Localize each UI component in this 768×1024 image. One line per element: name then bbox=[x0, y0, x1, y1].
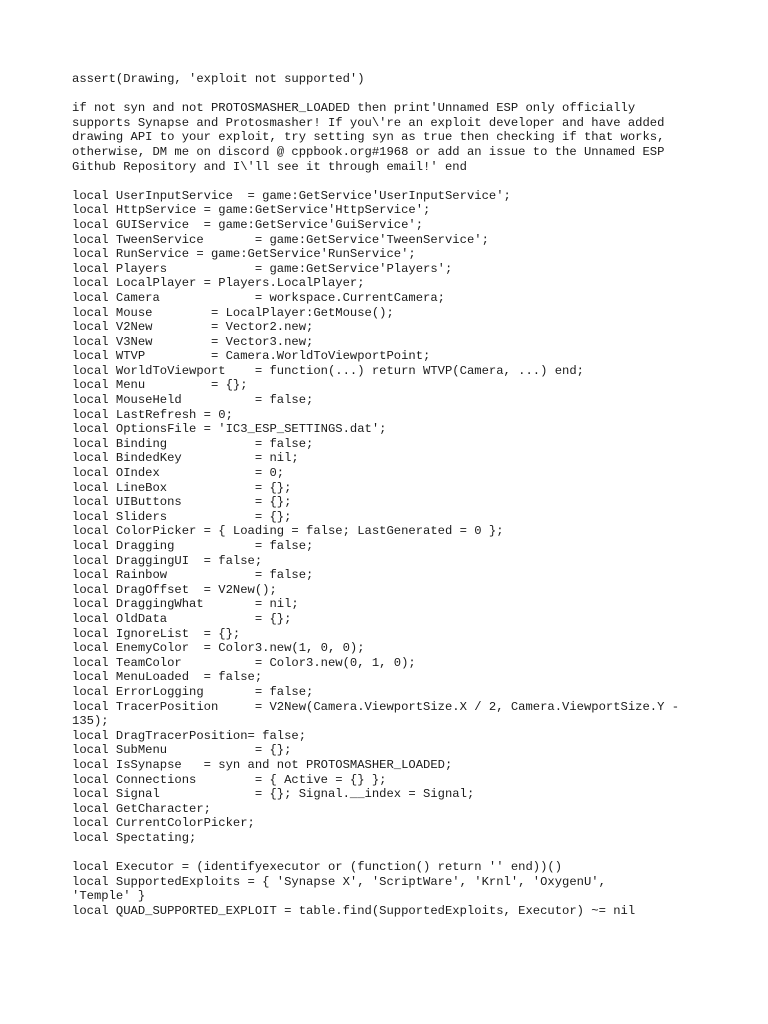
code-line: if not syn and not PROTOSMASHER_LOADED then print'Unnamed ESP only officially bbox=[72, 101, 636, 116]
code-line: local Executor = (identifyexecutor or (function() return '' end))() bbox=[72, 860, 563, 875]
code-line: local IsSynapse = syn and not PROTOSMASHER_LOADED; bbox=[72, 757, 453, 772]
code-line: local LastRefresh = 0; bbox=[72, 407, 233, 422]
code-line: local Dragging = false; bbox=[72, 539, 314, 553]
code-line: local Sliders = {}; bbox=[72, 509, 292, 524]
code-line: local BindedKey = nil; bbox=[72, 451, 299, 466]
code-line: local ErrorLogging = false; bbox=[72, 684, 314, 699]
code-line: assert(Drawing, 'exploit not supported') bbox=[72, 72, 365, 86]
code-line: drawing API to your exploit, try setting syn as true then checking if that works, bbox=[72, 130, 665, 145]
blank-line bbox=[72, 845, 712, 860]
code-line: local V2New = Vector2.new; bbox=[72, 320, 314, 335]
code-line: local RunService = game:GetService'RunService'; bbox=[72, 247, 416, 262]
code-line: local DragTracerPosition= false; bbox=[72, 728, 307, 743]
code-line: local OptionsFile = 'IC3_ESP_SETTINGS.dat'; bbox=[72, 422, 387, 437]
code-line: local QUAD_SUPPORTED_EXPLOIT = table.find(SupportedExploits, Executor) ~= nil bbox=[72, 903, 636, 918]
code-line: local Mouse = LocalPlayer:GetMouse(); bbox=[72, 305, 394, 320]
code-line: local GUIService = game:GetService'GuiService'; bbox=[72, 217, 424, 232]
code-line: 135); bbox=[72, 714, 109, 729]
code-line: Github Repository and I\'ll see it through email!' end bbox=[72, 159, 467, 174]
blank-line bbox=[72, 174, 712, 189]
code-line: local OldData = {}; bbox=[72, 611, 292, 626]
code-line: local DragOffset = V2New(); bbox=[72, 582, 277, 597]
code-line: local LocalPlayer = Players.LocalPlayer; bbox=[72, 276, 365, 291]
code-line: local GetCharacter; bbox=[72, 801, 211, 816]
code-line: supports Synapse and Protosmasher! If you\'re an exploit developer and have added bbox=[72, 115, 665, 130]
code-line: local MenuLoaded = false; bbox=[72, 670, 263, 685]
code-line: 'Temple' } bbox=[72, 889, 146, 904]
code-line: local Camera = workspace.CurrentCamera; bbox=[72, 290, 445, 305]
code-line: local TeamColor = Color3.new(0, 1, 0); bbox=[72, 655, 416, 670]
code-line: local V3New = Vector3.new; bbox=[72, 334, 314, 349]
code-line: local TracerPosition = V2New(Camera.ViewportSize.X / 2, Camera.ViewportSize.Y - bbox=[72, 699, 680, 714]
code-line: local CurrentColorPicker; bbox=[72, 816, 255, 831]
code-line: otherwise, DM me on discord @ cppbook.org#1968 or add an issue to the Unnamed ESP bbox=[72, 144, 665, 159]
code-line: local ColorPicker = { Loading = false; LastGenerated = 0 }; bbox=[72, 524, 504, 539]
code-line: local Binding = false; bbox=[72, 436, 314, 451]
code-line: local TweenService = game:GetService'TweenService'; bbox=[72, 232, 489, 247]
code-line: local UIButtons = {}; bbox=[72, 495, 292, 510]
code-line: local Spectating; bbox=[72, 830, 197, 845]
code-line: local LineBox = {}; bbox=[72, 480, 292, 495]
code-line: local Rainbow = false; bbox=[72, 568, 314, 583]
code-line: local OIndex = 0; bbox=[72, 466, 285, 481]
code-line: local DraggingUI = false; bbox=[72, 553, 263, 568]
code-line: local HttpService = game:GetService'HttpService'; bbox=[72, 203, 431, 218]
blank-line bbox=[72, 87, 712, 102]
code-line: local SubMenu = {}; bbox=[72, 743, 292, 758]
code-line: local WorldToViewport = function(...) return WTVP(Camera, ...) end; bbox=[72, 363, 584, 378]
code-listing bbox=[72, 72, 712, 918]
code-line: local Players = game:GetService'Players'; bbox=[72, 261, 453, 276]
code-line: local IgnoreList = {}; bbox=[72, 626, 241, 641]
code-line: local Menu = {}; bbox=[72, 378, 248, 393]
code-line: local UserInputService = game:GetService'UserInputService'; bbox=[72, 188, 511, 203]
code-line: local MouseHeld = false; bbox=[72, 393, 314, 408]
code-line: local SupportedExploits = { 'Synapse X', 'ScriptWare', 'Krnl', 'OxygenU', bbox=[72, 874, 606, 889]
code-line: local Signal = {}; Signal.__index = Signal; bbox=[72, 787, 475, 802]
code-line: local Connections = { Active = {} }; bbox=[72, 772, 387, 787]
code-line: local EnemyColor = Color3.new(1, 0, 0); bbox=[72, 641, 365, 656]
code-line: local DraggingWhat = nil; bbox=[72, 597, 299, 612]
code-line: local WTVP = Camera.WorldToViewportPoint; bbox=[72, 349, 431, 364]
